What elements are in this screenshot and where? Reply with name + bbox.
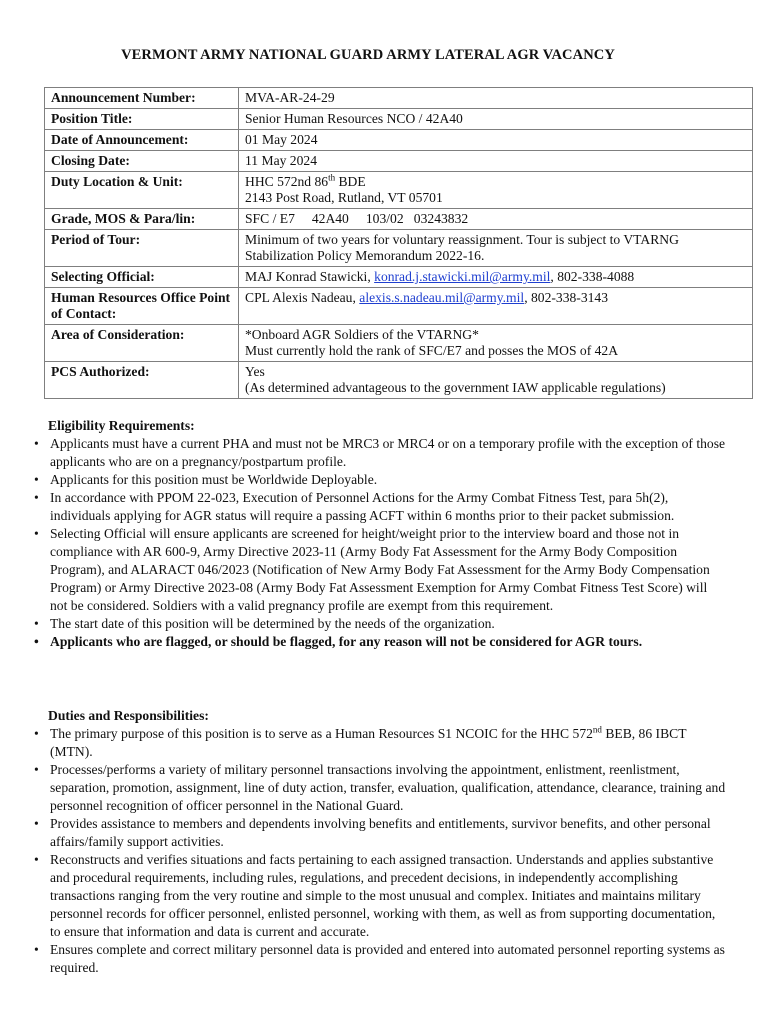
selecting-official-name: MAJ Konrad Stawicki, <box>245 269 375 284</box>
table-row <box>45 325 753 362</box>
duty-address: 2143 Post Road, Rutland, VT 05701 <box>245 190 443 205</box>
bullet-icon: • <box>34 436 39 451</box>
hr-poc-label: Human Resources Office Point of Contact: <box>45 288 239 325</box>
table-row <box>45 288 753 325</box>
duties-heading: Duties and Responsibilities: <box>48 708 209 723</box>
selecting-official-email-link[interactable]: konrad.j.stawicki.mil@army.mil <box>374 269 551 284</box>
hr-poc-email-link[interactable]: alexis.s.nadeau.mil@army.mil <box>359 290 525 305</box>
list-item <box>28 851 728 941</box>
duty-unit-text: HHC 572nd 86 <box>245 174 329 189</box>
date-of-announcement-value: 01 May 2024 <box>239 130 753 151</box>
area-line-2: Must currently hold the rank of SFC/E7 and posses the MOS of 42A <box>245 343 619 358</box>
list-item-text: Provides assistance to members and dependents involving benefits and entitlements, survivor benefits, and other personal affairs/family support activities. <box>50 816 711 849</box>
duty-unit-suffix: BDE <box>335 174 366 189</box>
duties-section <box>28 707 728 977</box>
announcement-number-label: Announcement Number: <box>45 88 239 109</box>
list-item <box>28 435 728 471</box>
table-row <box>45 151 753 172</box>
bullet-icon: • <box>34 762 39 777</box>
list-item-text: Applicants who are flagged, or should be flagged, for any reason will not be considered for AGR tours. <box>50 634 643 649</box>
hr-poc-value <box>239 288 753 325</box>
grade-label: Grade, MOS & Para/lin: <box>45 209 239 230</box>
selecting-official-label: Selecting Official: <box>45 267 239 288</box>
closing-date-value: 11 May 2024 <box>239 151 753 172</box>
pcs-line-1: Yes <box>245 364 265 379</box>
list-item <box>28 633 728 651</box>
list-item-text: Ensures complete and correct military personnel data is provided and entered into automated personnel reporting systems as required. <box>50 942 725 975</box>
list-item-text-suffix: BEB, 86 IBCT (MTN). <box>50 726 687 759</box>
list-item <box>28 761 728 815</box>
table-row <box>45 88 753 109</box>
date-of-announcement-label: Date of Announcement: <box>45 130 239 151</box>
bullet-icon: • <box>34 816 39 831</box>
period-of-tour-label: Period of Tour: <box>45 230 239 267</box>
table-row <box>45 230 753 267</box>
bullet-icon: • <box>34 616 39 631</box>
bullet-icon: • <box>34 942 39 957</box>
list-item <box>28 489 728 525</box>
eligibility-list <box>28 435 728 651</box>
selecting-official-phone: , 802-338-4088 <box>550 269 635 284</box>
list-item-text: The start date of this position will be determined by the needs of the organization. <box>50 616 495 631</box>
pcs-authorized-label: PCS Authorized: <box>45 362 239 399</box>
selecting-official-value <box>239 267 753 288</box>
table-row <box>45 172 753 209</box>
position-title-value: Senior Human Resources NCO / 42A40 <box>239 109 753 130</box>
page-title: VERMONT ARMY NATIONAL GUARD ARMY LATERAL AGR VACANCY <box>121 47 615 63</box>
area-of-consideration-label: Area of Consideration: <box>45 325 239 362</box>
bullet-icon: • <box>34 852 39 867</box>
bullet-icon: • <box>34 526 39 541</box>
announcement-info-table <box>44 87 753 399</box>
list-item-text: Processes/performs a variety of military personnel transactions involving the appointment, enlistment, reenlistment, separation, promotion, assignment, line of duty action, transfer, evaluation, qualification, attendance, clearance, training and personnel recognition of officer personnel in the National Guard. <box>50 762 726 813</box>
grade-value: SFC / E7 42A40 103/02 03243832 <box>239 209 753 230</box>
list-item-text: Applicants must have a current PHA and must not be MRC3 or MRC4 or on a temporary profile with the exception of those applicants who are on a pregnancy/postpartum profile. <box>50 436 726 469</box>
list-item <box>28 525 728 615</box>
pcs-line-2: (As determined advantageous to the government IAW applicable regulations) <box>245 380 666 395</box>
area-line-1: *Onboard AGR Soldiers of the VTARNG* <box>245 327 479 342</box>
eligibility-section <box>28 417 728 651</box>
list-item <box>28 615 728 633</box>
hr-poc-phone: , 802-338-3143 <box>524 290 609 305</box>
list-item-text: Reconstructs and verifies situations and facts pertaining to each assigned transaction. Understands and applies substantive and procedural requirements, including rules, regulations, and precedent decisions, in independently accomplishing transactions ranging from the very routine and simple to the most unusual and complex. Initiates and maintains military personnel records for officer personnel, enlisted personnel, working with them, as well as from supporting documentation, to ensure that information and data is current and accurate. <box>50 852 716 939</box>
duties-list <box>28 725 728 977</box>
area-of-consideration-value <box>239 325 753 362</box>
announcement-number-value: MVA-AR-24-29 <box>239 88 753 109</box>
period-of-tour-value: Minimum of two years for voluntary reassignment. Tour is subject to VTARNG Stabilization Policy Memorandum 2022-16. <box>239 230 753 267</box>
list-item-text: Applicants for this position must be Worldwide Deployable. <box>50 472 378 487</box>
hr-poc-name: CPL Alexis Nadeau, <box>245 290 360 305</box>
table-row <box>45 209 753 230</box>
table-row <box>45 109 753 130</box>
list-item-sup: nd <box>592 724 602 735</box>
duty-location-value <box>239 172 753 209</box>
duty-unit <box>245 174 746 190</box>
list-item-text: Selecting Official will ensure applicants are screened for height/weight prior to the interview board and those not in compliance with AR 600-9, Army Directive 2023-11 (Army Body Fat Assessment for the Army Body Composition Program), and ALARACT 046/2023 (Notification of New Army Body Fat Assessment for the Army Body Compensation Program) or Army Directive 2023-08 (Army Body Fat Assessment Exemption for Army Combat Fitness Test Score) will not be considered. Soldiers with a valid pregnancy profile are exempt from this requirement. <box>50 526 710 613</box>
bullet-icon: • <box>34 634 39 649</box>
list-item <box>28 815 728 851</box>
bullet-icon: • <box>34 472 39 487</box>
table-row <box>45 130 753 151</box>
closing-date-label: Closing Date: <box>45 151 239 172</box>
position-title-label: Position Title: <box>45 109 239 130</box>
bullet-icon: • <box>34 726 39 741</box>
table-row <box>45 267 753 288</box>
list-item-text: In accordance with PPOM 22-023, Execution of Personnel Actions for the Army Combat Fitness Test, para 5h(2), individuals applying for AGR status will require a passing ACFT within 6 months prior to their packet submission. <box>50 490 675 523</box>
list-item <box>28 941 728 977</box>
pcs-authorized-value <box>239 362 753 399</box>
list-item-text: The primary purpose of this position is to serve as a Human Resources S1 NCOIC for the HHC 572 <box>50 726 593 741</box>
bullet-icon: • <box>34 490 39 505</box>
table-row <box>45 362 753 399</box>
list-item <box>28 725 728 761</box>
list-item <box>28 471 728 489</box>
duty-location-label: Duty Location & Unit: <box>45 172 239 209</box>
eligibility-heading: Eligibility Requirements: <box>48 418 195 433</box>
duty-unit-sup: th <box>328 172 336 183</box>
